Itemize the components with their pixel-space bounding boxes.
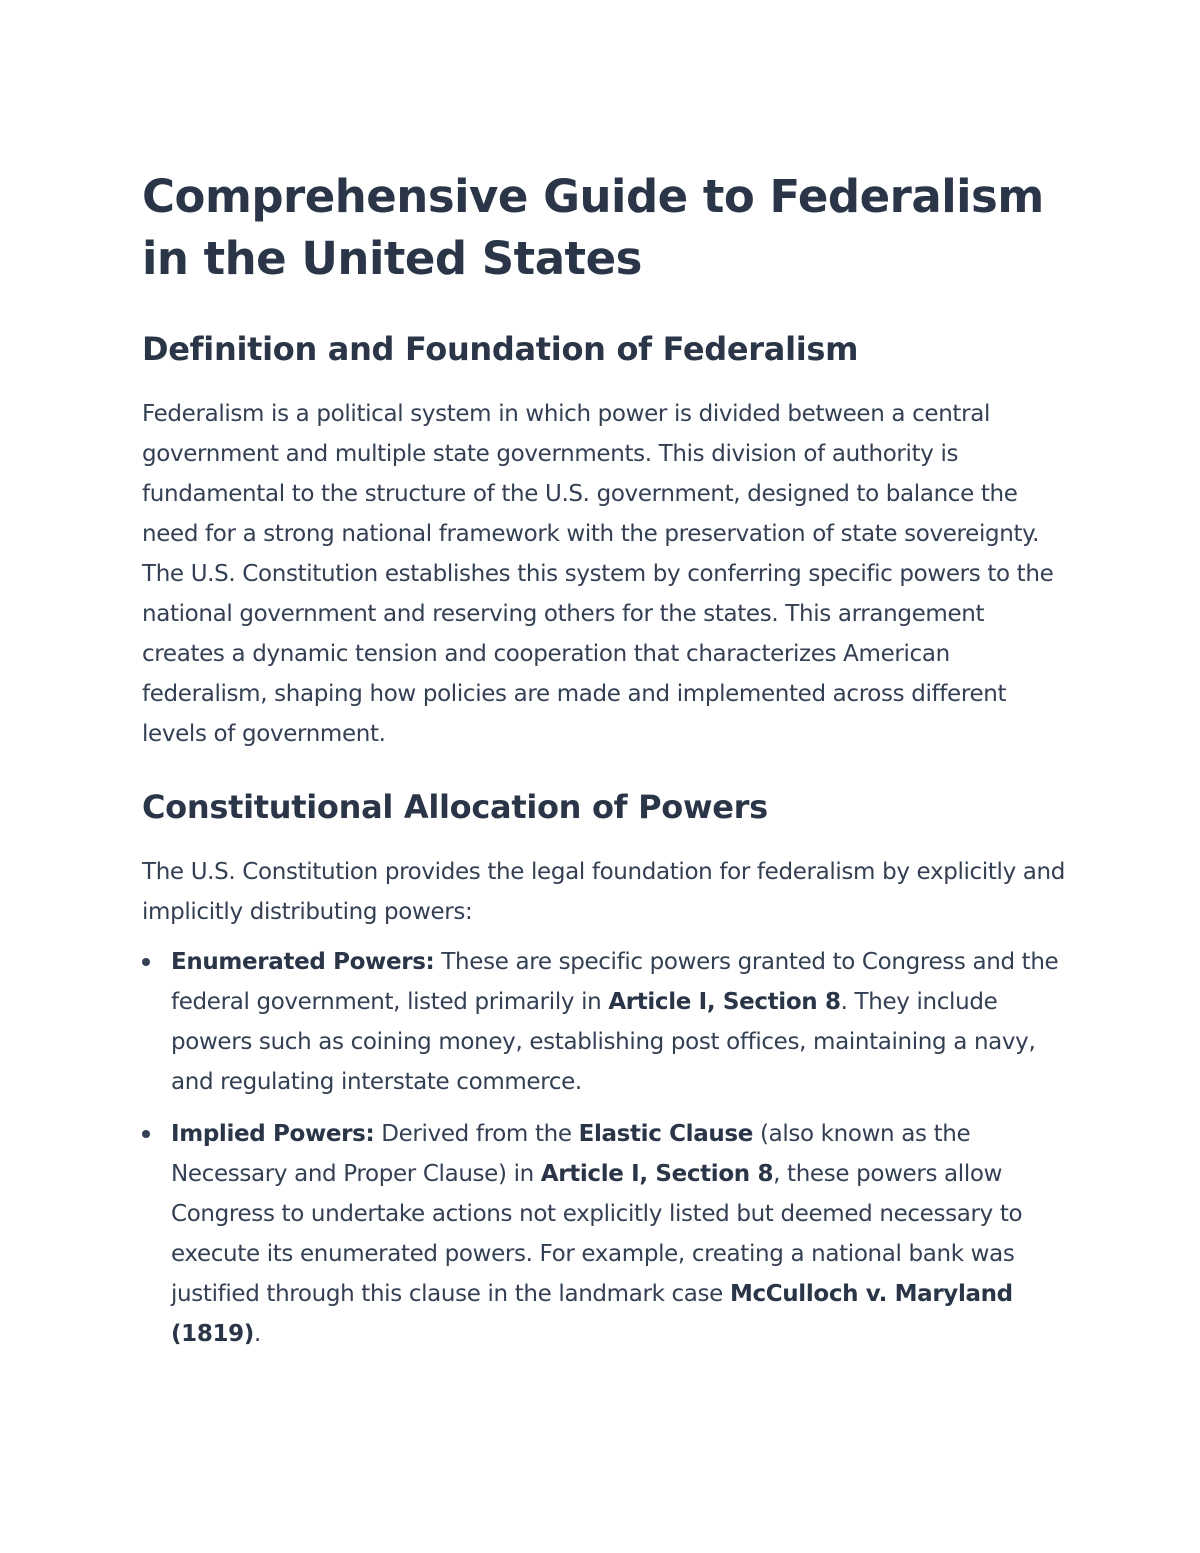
list-item-text: (also known as the Necessary and Proper Clause) in [171, 1121, 971, 1187]
list-item-enumerated-powers [142, 942, 1067, 1102]
powers-list [142, 942, 1067, 1354]
list-item-text: These are specific powers granted to Congress and the federal government, listed primarily in [171, 949, 1059, 1015]
list-item-label: Implied Powers: [171, 1121, 375, 1147]
list-item-bold: McCulloch v. Maryland (1819) [171, 1281, 1013, 1347]
list-item-bold: Elastic Clause [578, 1121, 753, 1147]
list-item-text: , these powers allow Congress to undertake actions not explicitly listed but deemed necessary to execute its enumerated powers. For example, creating a national bank was justified through this clause in the landmark case [171, 1161, 1023, 1307]
list-item-text: . They include powers such as coining money, establishing post offices, maintaining a navy, and regulating interstate commerce. [171, 989, 1036, 1095]
document-page [142, 166, 1067, 1354]
list-item-label: Enumerated Powers: [171, 949, 435, 975]
list-item-implied-powers [142, 1114, 1067, 1354]
bullet-icon [142, 958, 150, 966]
list-item-bold: Article I, Section 8 [540, 1161, 774, 1187]
list-item-text: Derived from the [374, 1121, 579, 1147]
section-paragraph-definition: Federalism is a political system in which power is divided between a central government and multiple state governments. This division of authority is fundamental to the structure of the U.S. government, designed to balance the need for a strong national framework with the preservation of state sovereignty. The U.S. Constitution establishes this system by conferring specific powers to the national government and reserving others for the states. This arrangement creates a dynamic tension and cooperation that characterizes American federalism, shaping how policies are made and implemented across different levels of government. [142, 401, 1054, 747]
document-title: Comprehensive Guide to Federalism in the United States [142, 170, 1044, 285]
section-heading-definition: Definition and Foundation of Federalism [142, 330, 859, 368]
bullet-icon [142, 1130, 150, 1138]
list-item-text: . [253, 1321, 261, 1347]
section-heading-allocation: Constitutional Allocation of Powers [142, 788, 768, 826]
section-paragraph-allocation: The U.S. Constitution provides the legal foundation for federalism by explicitly and implicitly distributing powers: [142, 859, 1066, 925]
list-item-bold: Article I, Section 8 [608, 989, 841, 1015]
